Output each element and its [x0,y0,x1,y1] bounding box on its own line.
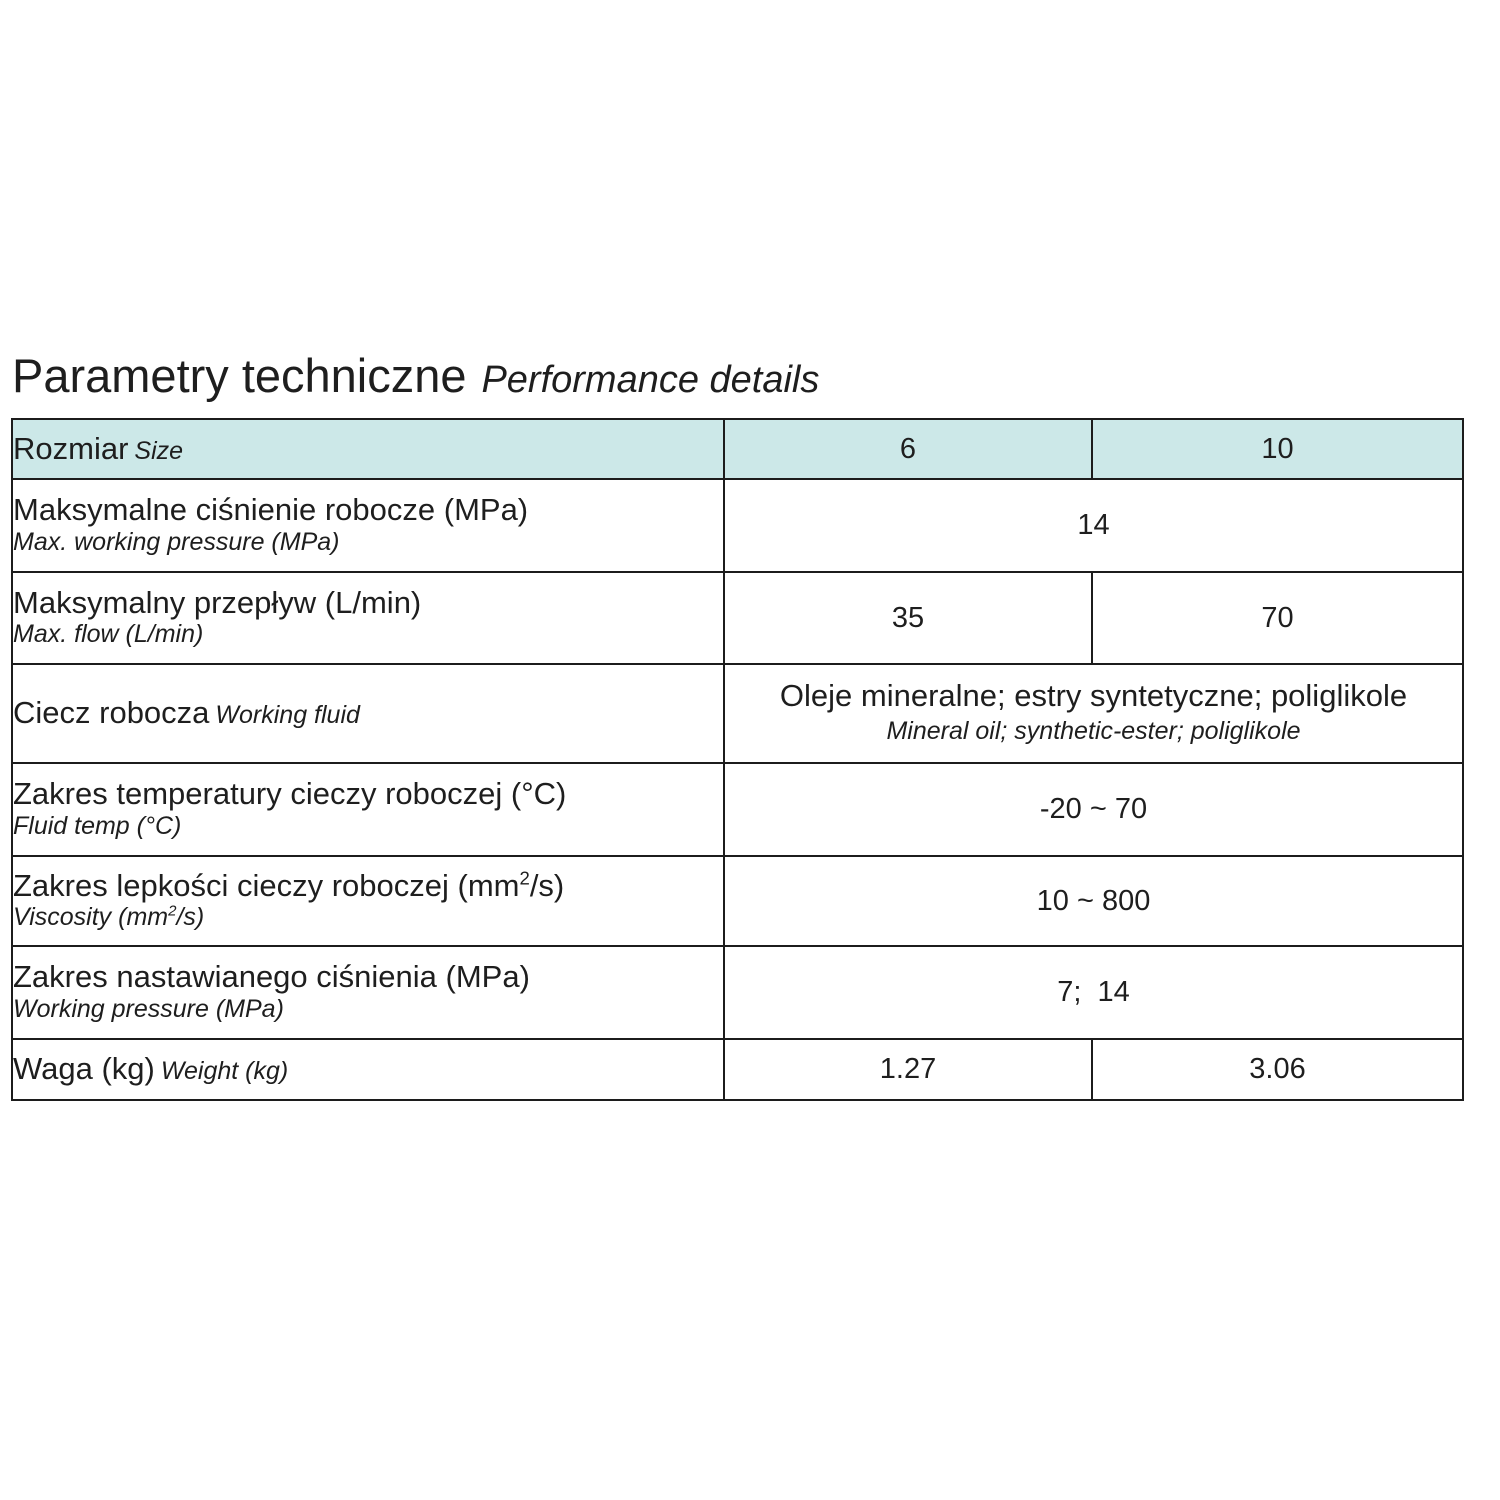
working-fluid-label-pl: Ciecz robocza [13,695,210,730]
weight-label-en: Weight (kg) [160,1057,289,1085]
viscosity-label-en-text: Viscosity (mm [13,903,169,932]
set-pressure-label-en: Working pressure (MPa) [13,994,284,1023]
max-flow-label-pl: Maksymalny przepływ (L/min) [13,584,422,620]
working-fluid-value-cell [724,664,1463,763]
viscosity-label-pl-text: Zakres lepkości cieczy roboczej (mm [13,867,520,903]
max-flow-size-10-value: 70 [1092,572,1463,664]
max-pressure-label-en: Max. working pressure (MPa) [13,527,340,556]
table-row [12,763,1463,856]
viscosity-label-en-unit: /s) [176,903,205,932]
fluid-temp-value: -20 ~ 70 [724,763,1463,856]
max-pressure-value: 14 [724,479,1463,572]
set-pressure-label-pl: Zakres nastawianego ciśnienia (MPa) [13,959,530,995]
page-title-english: Performance details [481,359,820,401]
max-flow-label-en: Max. flow (L/min) [13,620,204,649]
table-row [12,479,1463,572]
max-flow-size-6-value: 35 [724,572,1092,664]
max-pressure-label-pl: Maksymalne ciśnienie robocze (MPa) [13,492,529,528]
fluid-temp-label-pl: Zakres temperatury cieczy roboczej (°C) [13,776,567,812]
table-row [12,856,1463,946]
viscosity-value: 10 ~ 800 [724,856,1463,946]
row-label-cell [12,946,724,1039]
table-row [12,1039,1463,1100]
size-header-cell [12,419,724,479]
size-label-pl: Rozmiar [13,430,129,466]
viscosity-label-en [13,902,723,932]
set-pressure-value: 7; 14 [724,946,1463,1039]
size-label-en: Size [134,436,184,465]
table-row [12,572,1463,664]
working-fluid-value-en: Mineral oil; synthetic-ester; poliglikole [886,716,1301,745]
viscosity-label-pl [13,867,723,903]
working-fluid-label-en: Working fluid [215,701,360,729]
size-10-header: 10 [1092,419,1463,479]
row-label-cell [12,479,724,572]
row-label-cell [12,572,724,664]
row-label-cell [12,1039,724,1100]
viscosity-label-pl-superscript: 2 [519,867,530,889]
performance-table [11,418,1464,1101]
row-label-cell [12,856,724,946]
working-fluid-value-pl: Oleje mineralne; estry syntetyczne; poliglikole [779,678,1408,714]
row-label-cell [12,763,724,856]
weight-size-6-value: 1.27 [724,1039,1092,1100]
size-6-header: 6 [724,419,1092,479]
viscosity-label-pl-unit: /s) [529,867,565,903]
fluid-temp-label-en: Fluid temp (°C) [13,811,182,840]
page-title [12,349,820,402]
viscosity-label-en-superscript: 2 [168,902,177,920]
row-label-cell [12,664,724,763]
page-title-polish: Parametry techniczne [12,349,467,402]
table-row [12,664,1463,763]
table-header-row [12,419,1463,479]
table-row [12,946,1463,1039]
weight-size-10-value: 3.06 [1092,1039,1463,1100]
weight-label-pl: Waga (kg) [13,1051,155,1086]
